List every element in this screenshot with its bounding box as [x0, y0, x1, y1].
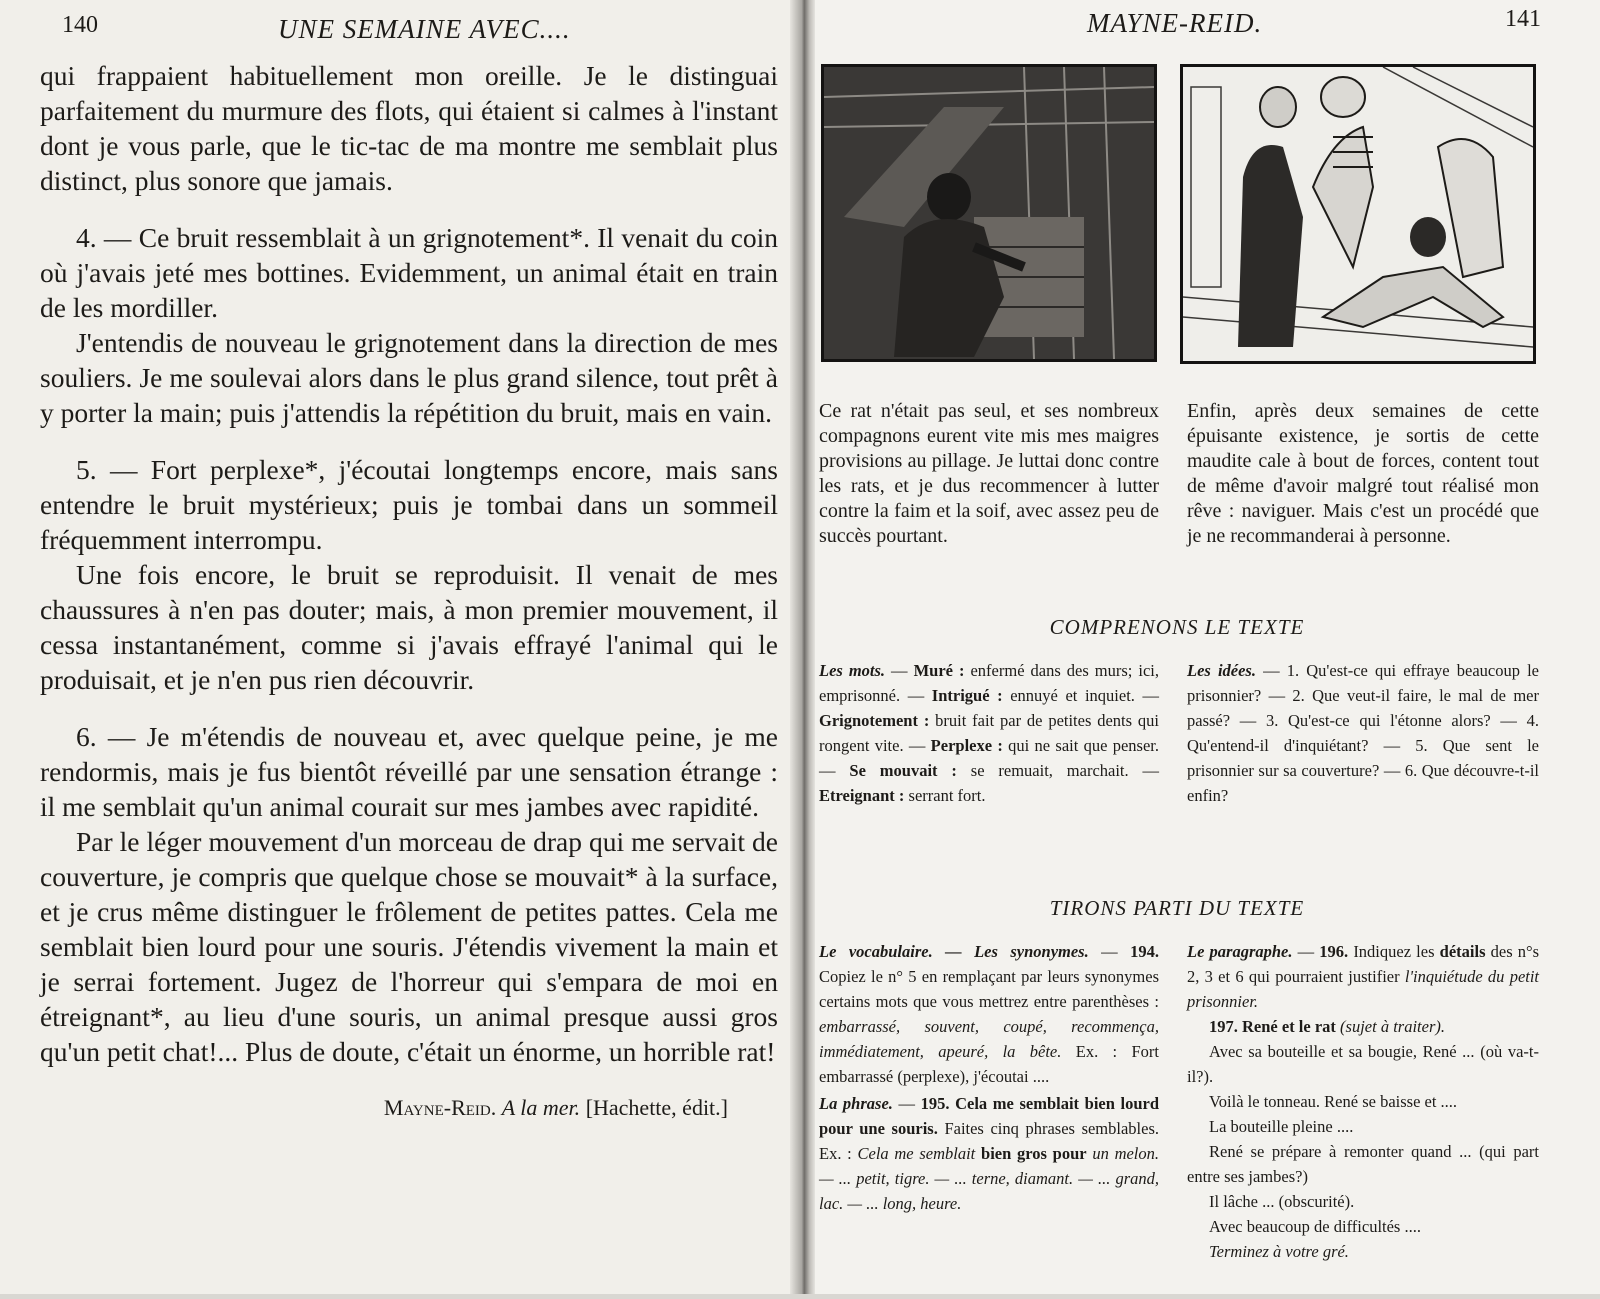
- idees-questions: 1. Qu'est-ce qui effraye beaucoup le prisonnier? — 2. Que veut-il faire, le mal de mer passé? — 3. Qu'est-ce qui l'étonne alors? — 4. Qu'entend-il d'inquiétant? — 5. Que sent le prisonnier sur sa couverture? — 6. Que découvre-t-il enfin?: [1187, 661, 1539, 805]
- def-se-mouvait: se remuait, marchait.: [970, 761, 1129, 780]
- paragraph-6b: Par le léger mouvement d'un morceau de drap qui me servait de couverture, je compris que quelque chose se mouvait* à la surface, et je crus même distinguer le frôlement de petites pattes. Cela me semblait bien lourd pour une souris. J'étendis vivement la main et je serrai fortement. Jugez de l'horreur qui s'empara de moi en étreignant*, au lieu d'une souris, un animal presque aussi gros qu'un petit chat!... Plus de doute, c'était un énorme, un horrible rat!: [40, 826, 778, 1067]
- ex197-line-3: La bouteille pleine ....: [1209, 1117, 1354, 1136]
- ex197-title: 197. René et le rat: [1209, 1017, 1336, 1036]
- illustration-rescue: [1180, 64, 1536, 364]
- ex195-sentence: Cela me semblait bien lourd pour une souris.: [819, 1094, 1160, 1138]
- book-gutter: [790, 0, 816, 1294]
- ex197-line-7: Terminez à votre gré.: [1209, 1242, 1349, 1261]
- term-perplexe: Perplexe :: [930, 736, 1003, 755]
- tirons-columns: [815, 939, 1568, 1299]
- paragraphe-label: Le paragraphe.: [1187, 942, 1293, 961]
- ex196-text-a: Indiquez les: [1353, 942, 1435, 961]
- source-author: Mayne-Reid.: [383, 1095, 497, 1120]
- def-intrigue: ennuyé et inquiet.: [1010, 686, 1135, 705]
- heading-comprenons: COMPRENONS LE TEXTE: [1049, 615, 1305, 639]
- narrative-left: Ce rat n'était pas seul, et ses nombreux compagnons eurent vite mis mes maigres provisions au pillage. Je luttai donc contre les rats, et je dus recommencer à lutter contre la faim et la soif, avec assez peu de succès pourtant.: [819, 400, 1159, 547]
- mots-section: Les mots. — Muré : enfermé dans des murs; ici, emprisonné. — Intrigué : ennuyé et inquiet. — Grignotement : bruit fait par de petites dents qui rongent vite. — Perplexe : qui ne sait que penser. — Se mouvait : se remuait, marchait. — Etreignant : serrant fort.: [819, 661, 1160, 805]
- heading-tirons: TIRONS PARTI DU TEXTE: [1049, 896, 1305, 920]
- exercise-195: La phrase. — 195. Cela me semblait bien lourd pour une souris. Faites cinq phrases semblables. Ex. : Cela me semblait bien gros pour un melon. — ... petit, tigre. — ... terne, diamant. — ... grand, lac. — ... long, heure.: [819, 1094, 1160, 1213]
- source-citation: [40, 1095, 728, 1121]
- comprenons-columns: [815, 658, 1568, 882]
- ex197-line-6: Avec beaucoup de difficultés ....: [1209, 1217, 1421, 1236]
- source-publisher: [Hachette, édit.]: [585, 1095, 728, 1120]
- running-title-right: MAYNE-REID.: [1087, 8, 1263, 38]
- term-etreignant: Etreignant :: [819, 786, 905, 805]
- source-work: A la mer.: [501, 1095, 581, 1120]
- paragraph-5b: Une fois encore, le bruit se reproduisit. Il venait de mes chaussures à n'en pas douter; mais, à mon premier mouvement, il cessa instantanément, comme si j'avais effrayé l'animal qui le produisait, et je n'en pus rien découvrir.: [40, 559, 778, 695]
- def-grignotement: bruit fait par de petites dents qui rongent vite.: [819, 711, 1159, 755]
- engraving-hold-icon: [824, 67, 1154, 359]
- ex197-sub: (sujet à traiter).: [1340, 1017, 1445, 1036]
- ex197-line-1: Avec sa bouteille et sa bougie, René ... (où va-t-il?).: [1187, 1042, 1539, 1086]
- ex197-line-5: Il lâche ... (obscurité).: [1209, 1192, 1355, 1211]
- left-page: [0, 0, 800, 1294]
- paragraph-4b: J'entendis de nouveau le grignotement dans la direction de mes souliers. Je me soulevai alors dans le plus grand silence, tout prêt à y porter la main; puis j'attendis la répétition du bruit, mais en vain.: [40, 327, 778, 428]
- exercise-194: Le vocabulaire. — Les synonymes. — 194. Copiez le n° 5 en remplaçant par leurs synonymes certains mots que vous mettrez entre parenthèses : embarrassé, souvent, coupé, recommença, immédiatement, apeuré, la bête. Ex. : Fort embarrassé (perplexe), j'écoutai ....: [819, 942, 1160, 1086]
- ex197-line-4: René se prépare à remonter quand ... (qui part entre ses jambes?): [1187, 1142, 1539, 1186]
- phrase-label: La phrase.: [819, 1094, 893, 1113]
- illustration-rat-hold: [821, 64, 1157, 362]
- ex196-number: 196.: [1319, 942, 1349, 961]
- right-running-head: [815, 4, 1568, 50]
- left-running-head: [40, 12, 778, 58]
- page-number-left: 140: [62, 12, 98, 38]
- right-page: [815, 0, 1600, 1294]
- term-grignotement: Grignotement :: [819, 711, 930, 730]
- term-se-mouvait: Se mouvait :: [849, 761, 957, 780]
- ex195-text: Faites cinq phrases semblables. Ex. :: [819, 1119, 1160, 1163]
- idees-section: Les idées. — 1. Qu'est-ce qui effraye beaucoup le prisonnier? — 2. Que veut-il faire, le mal de mer passé? — 3. Qu'est-ce qui l'étonne alors? — 4. Qu'entend-il d'inquiétant? — 5. Que sent le prisonnier sur sa couverture? — 6. Que découvre-t-il enfin?: [1187, 661, 1539, 805]
- ex194-example: Ex. : Fort embarrassé (perplexe), j'écoutai ....: [819, 1042, 1160, 1086]
- idees-label: Les idées.: [1187, 661, 1256, 680]
- paragraph-continuation: qui frappaient habituellement mon oreille. Je le distinguai parfaitement du murmure des flots, qui étaient si calmes à l'instant dont je vous parle, que le tic-tac de ma montre me semblait plus distinct, plus sonore que jamais.: [40, 60, 778, 196]
- ex195-number: 195.: [920, 1094, 950, 1113]
- ex196-bold: détails: [1439, 942, 1486, 961]
- paragraph-6: 6. — Je m'étendis de nouveau et, avec quelque peine, je me rendormis, mais je fus bientôt réveillé par une sensation étrange : il me semblait qu'un animal courait sur mes jambes avec rapidité.: [40, 721, 778, 822]
- engraving-deck-icon: [1183, 67, 1533, 361]
- narrative-right: Enfin, après deux semaines de cette épuisante existence, je sortis de cette maudite cale à bout de forces, content tout de même d'avoir malgré tout réalisé mon rêve : naviguer. Mais c'est un procédé que je ne recommanderai à personne.: [1187, 400, 1539, 547]
- def-mure: enfermé dans des murs; ici, emprisonné.: [819, 661, 1159, 705]
- ex195-example-c: un melon. — ... petit, tigre. — ... terne, diamant. — ... grand, lac. — ... long, heure.: [819, 1144, 1160, 1213]
- exercise-196: Le paragraphe. — 196. Indiquez les détails des n°s 2, 3 et 6 qui pourraient justifier l'inquiétude du petit prisonnier.: [1187, 942, 1540, 1011]
- ex197-line-2: Voilà le tonneau. René se baisse et ....: [1209, 1092, 1458, 1111]
- page-number-right: 141: [1505, 6, 1541, 32]
- ex195-example-b: bien gros pour: [981, 1144, 1087, 1163]
- term-intrigue: Intrigué :: [931, 686, 1003, 705]
- term-mure: Muré :: [913, 661, 965, 680]
- def-perplexe: qui ne sait que penser.: [1008, 736, 1160, 755]
- ex194-number: 194.: [1130, 942, 1159, 961]
- ex196-text-b: des n°s 2, 3 et 6 qui pourraient justifier: [1187, 942, 1540, 986]
- vocab-label: Le vocabulaire. — Les synonymes.: [819, 942, 1089, 961]
- ex194-words: embarrassé, souvent, coupé, recommença, immédiatement, apeuré, la bête.: [819, 1017, 1159, 1061]
- ex194-text: Copiez le n° 5 en remplaçant par leurs synonymes certains mots que vous mettrez entre parenthèses :: [819, 967, 1159, 1011]
- exercise-197-title: [1187, 1014, 1539, 1039]
- def-etreignant: serrant fort.: [908, 786, 986, 805]
- mots-label: Les mots.: [819, 661, 886, 680]
- running-title-left: UNE SEMAINE AVEC....: [278, 14, 571, 44]
- ex196-italic: l'inquiétude du petit prisonnier.: [1187, 967, 1540, 1011]
- ex195-example-a: Cela me semblait: [857, 1144, 976, 1163]
- paragraph-4: 4. — Ce bruit ressemblait à un grignotement*. Il venait du coin où j'avais jeté mes bottines. Evidemment, un animal était en train de les mordiller.: [40, 222, 778, 323]
- narrative-columns: [815, 399, 1568, 599]
- paragraph-5: 5. — Fort perplexe*, j'écoutai longtemps encore, mais sans entendre le bruit mystérieux; puis je tombai dans un sommeil fréquemment interrompu.: [40, 454, 778, 555]
- illustrations: [815, 64, 1568, 399]
